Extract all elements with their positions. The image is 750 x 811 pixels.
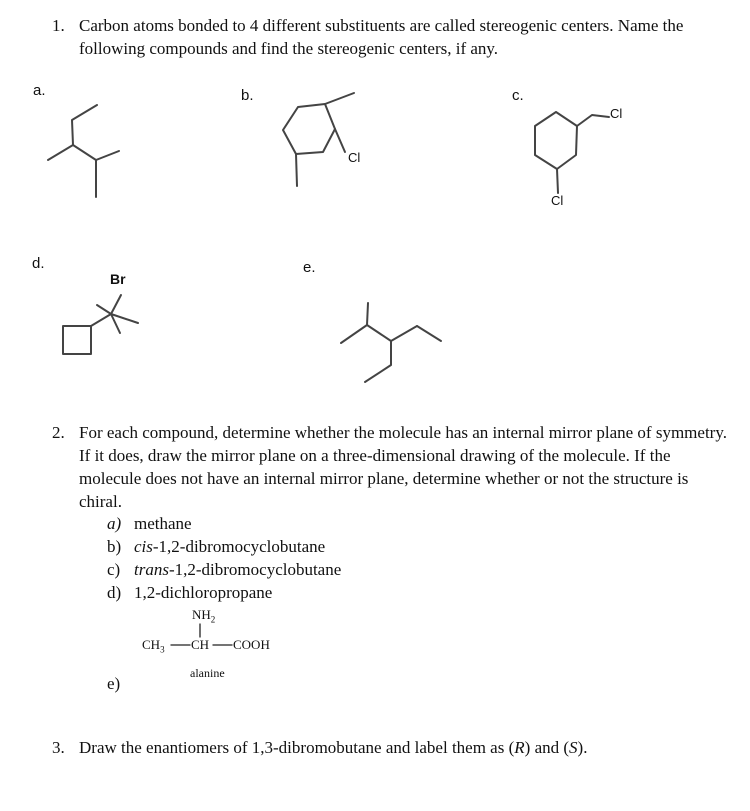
alanine-ch: CH: [191, 637, 210, 652]
alanine-ch3: $CH_3$: [142, 637, 165, 655]
item-text: methane: [134, 514, 192, 533]
question-3-text: Draw the enantiomers of 1,3-dibromobutane and label them as (R) and (S).: [79, 738, 588, 757]
item-marker: b): [107, 537, 122, 556]
alanine-cooh: COOH: [233, 637, 270, 652]
structure-e-label: e.: [303, 259, 316, 276]
item-text: 1,2-dichloropropane: [134, 583, 273, 602]
structure-c-cl-label-2: Cl: [551, 193, 564, 208]
structure-a-label: a.: [33, 82, 46, 99]
structure-b-cl-label: Cl: [348, 150, 361, 165]
question-3-number: 3.: [52, 738, 65, 757]
item-text: trans-1,2-dibromocyclobutane: [134, 560, 342, 579]
question-2-text: For each compound, determine whether the molecule has an internal mirror plane of symmetry. If it does, draw the mirror plane on a three-dimensional drawing of the molecule. If the molecule does not have an internal mirror plane, determine whether or not the structure is chiral.: [79, 423, 727, 511]
alanine-name: alanine: [190, 666, 225, 680]
question-2-number: 2.: [52, 423, 65, 442]
item-marker: d): [107, 583, 122, 602]
question-1-number: 1.: [52, 16, 65, 35]
structure-b-label: b.: [241, 87, 254, 104]
structure-c-cl-label-1: Cl: [610, 106, 623, 121]
item-marker: c): [107, 560, 121, 579]
structure-d-br-label: Br: [110, 271, 126, 287]
question-1-text: Carbon atoms bonded to 4 different substituents are called stereogenic centers. Name the following compounds and find the stereogenic centers, if any.: [79, 16, 684, 58]
item-text: cis-1,2-dibromocyclobutane: [134, 537, 326, 556]
alanine-nh2: $NH_2$: [192, 607, 216, 625]
item-marker: a): [107, 514, 122, 533]
structure-d-label: d.: [32, 255, 45, 272]
question-2-item-e-marker: e): [107, 674, 121, 693]
structure-c-label: c.: [512, 87, 524, 104]
